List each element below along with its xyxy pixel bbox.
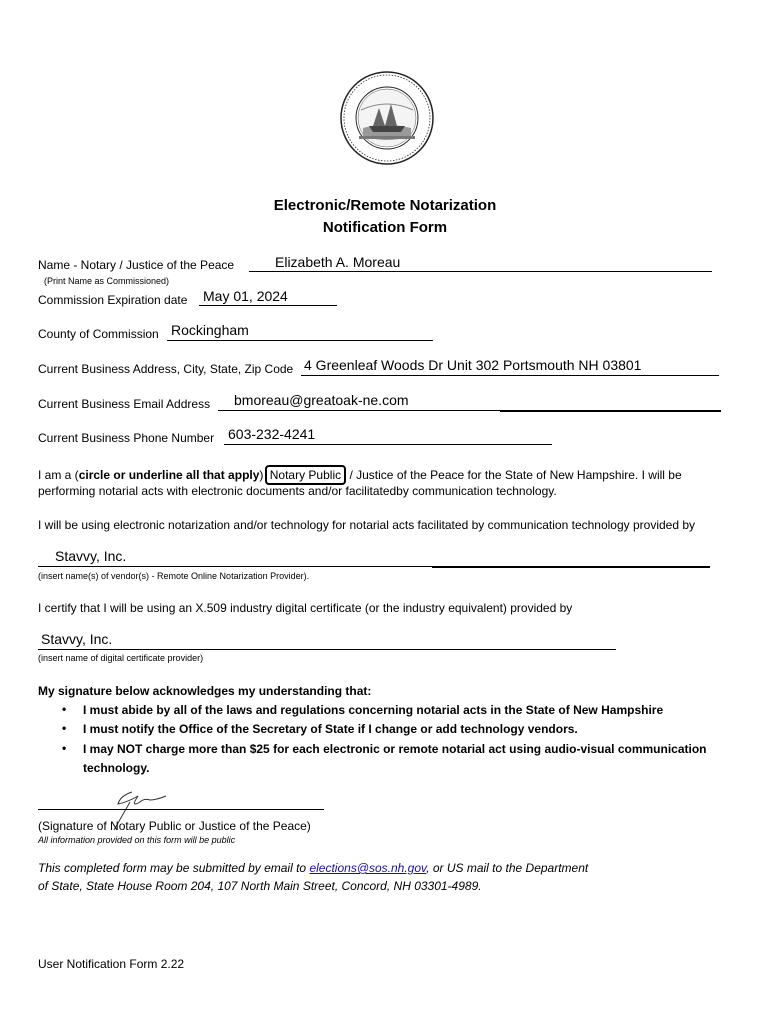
vendor-hint: (insert name(s) of vendor(s) - Remote Online Notarization Provider). <box>38 571 310 581</box>
statement-close: ) <box>259 468 264 482</box>
phone-label: Current Business Phone Number <box>38 431 215 445</box>
email-label: Current Business Email Address <box>38 397 211 411</box>
statement-line1 <box>38 465 682 485</box>
email-field[interactable]: bmoreau@greatoak-ne.com <box>234 392 409 408</box>
phone-field[interactable]: 603-232-4241 <box>228 426 316 442</box>
option-notary-public[interactable]: Notary Public <box>265 465 346 485</box>
expiration-label: Commission Expiration date <box>38 293 188 307</box>
county-label: County of Commission <box>38 327 159 341</box>
elections-email-link[interactable]: elections@sos.nh.gov <box>309 861 427 875</box>
expiration-field[interactable]: May 01, 2024 <box>203 288 288 304</box>
form-title-line1: Electronic/Remote Notarization <box>273 197 497 214</box>
address-field[interactable]: 4 Greenleaf Woods Dr Unit 302 Portsmouth NH 03801 <box>304 357 642 373</box>
email-underline-thick <box>500 410 721 412</box>
statement-line2: performing notarial acts with electronic documents and/or facilitatedby communication technology. <box>38 484 557 498</box>
submission-line2: of State, State House Room 204, 107 North Main Street, Concord, NH 03301-4989. <box>38 879 482 893</box>
state-seal-icon <box>339 70 435 166</box>
bullet-icon: • <box>62 741 67 755</box>
statement-instruction: circle or underline all that apply <box>78 468 260 482</box>
phone-underline <box>224 444 552 445</box>
name-hint: (Print Name as Commissioned) <box>44 276 170 286</box>
submission-text-post: , or US mail to the Department <box>426 861 589 875</box>
name-underline <box>249 271 712 272</box>
address-underline <box>301 375 719 376</box>
name-label: Name - Notary / Justice of the Peace <box>38 258 235 272</box>
name-field[interactable]: Elizabeth A. Moreau <box>275 254 401 270</box>
bullet-icon: • <box>62 702 67 716</box>
form-title-line2: Notification Form <box>322 219 448 236</box>
certificate-intro: I certify that I will be using an X.509 industry digital certificate (or the industry equivalent) provided by <box>38 601 573 615</box>
bullet-icon: • <box>62 721 67 735</box>
statement-rest: / Justice of the Peace for the State of New Hampshire. I will be <box>349 468 682 482</box>
submission-line1 <box>38 861 588 875</box>
certificate-field[interactable]: Stavvy, Inc. <box>41 631 113 647</box>
expiration-underline <box>199 305 337 306</box>
signature-line[interactable] <box>38 809 324 810</box>
county-underline <box>167 340 433 341</box>
signature-label: (Signature of Notary Public or Justice of the Peace) <box>38 819 311 833</box>
certificate-hint: (insert name of digital certificate provider) <box>38 653 204 663</box>
address-label: Current Business Address, City, State, Zip Code <box>38 362 294 376</box>
vendor-intro: I will be using electronic notarization and/or technology for notarial acts facilitated by communication technology provided by <box>38 518 696 532</box>
submission-text-pre: This completed form may be submitted by email to <box>38 861 310 875</box>
county-field[interactable]: Rockingham <box>171 322 249 338</box>
acknowledgment-item: I must abide by all of the laws and regulations concerning notarial acts in the State of New Hampshire <box>83 703 664 717</box>
vendor-field[interactable]: Stavvy, Inc. <box>55 548 127 564</box>
signature-note: All information provided on this form will be public <box>38 835 236 845</box>
vendor-underline-thick <box>432 566 710 568</box>
acknowledgment-item-continued: technology. <box>83 761 150 775</box>
certificate-underline <box>38 649 616 650</box>
form-version: User Notification Form 2.22 <box>38 957 185 971</box>
acknowledgment-item: I may NOT charge more than $25 for each electronic or remote notarial act using audio-visual communication <box>83 742 707 756</box>
acknowledgment-heading: My signature below acknowledges my understanding that: <box>38 684 372 698</box>
statement-prefix: I am a ( <box>38 468 79 482</box>
acknowledgment-item: I must notify the Office of the Secretary of State if I change or add technology vendors. <box>83 722 578 736</box>
